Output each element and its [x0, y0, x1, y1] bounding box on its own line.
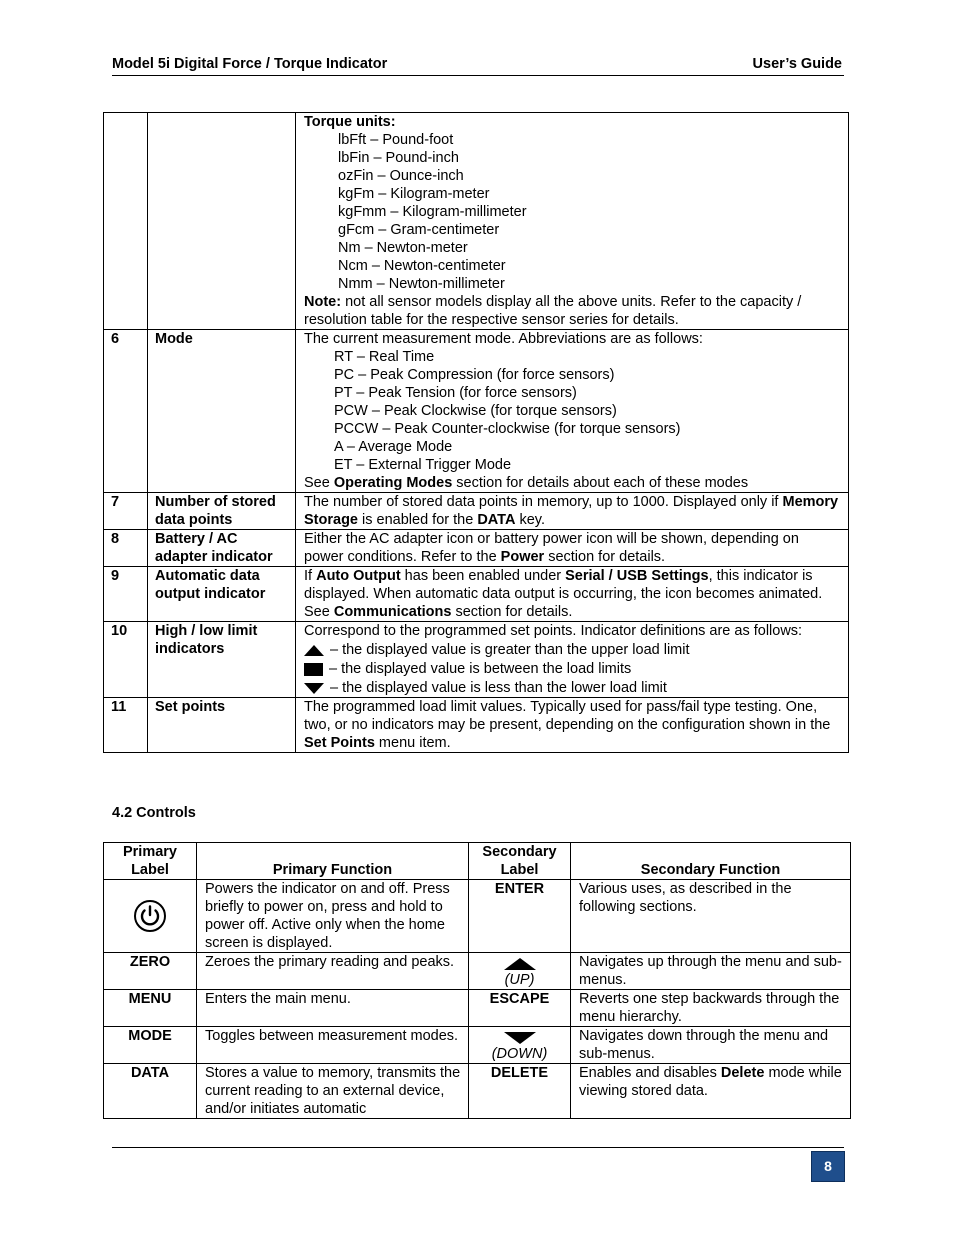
- col-header: Secondary Function: [571, 843, 851, 880]
- bold-ref: DATA: [477, 512, 516, 528]
- cell-secondary: DELETE: [469, 1064, 571, 1119]
- cell-primary: MENU: [104, 990, 197, 1027]
- power-icon: [133, 899, 167, 933]
- cell-function: Toggles between measurement modes.: [197, 1027, 469, 1064]
- cell-num: 9: [104, 567, 148, 622]
- torque-note: [304, 293, 842, 329]
- col-header: Secondary Label: [469, 843, 571, 880]
- cell-desc: [296, 530, 849, 567]
- text: section for details.: [451, 604, 573, 620]
- list-item: [304, 679, 842, 697]
- down-arrow-icon: [504, 1032, 536, 1044]
- cell-sec-function: Reverts one step backwards through the menu hierarchy.: [571, 990, 851, 1027]
- text: , this indicator is displayed. When automatic data output is occurring, the icon becomes animated. See: [304, 568, 823, 620]
- triangle-up-icon: [304, 645, 324, 656]
- list-item: A – Average Mode: [334, 439, 453, 455]
- filled-square-icon: [304, 663, 323, 676]
- list-item: [304, 641, 842, 659]
- list-item: [304, 660, 842, 678]
- bold-ref: Delete: [720, 1065, 765, 1081]
- table-row: [104, 990, 851, 1027]
- controls-table: [103, 842, 851, 1119]
- mode-intro: The current measurement mode. Abbreviations are as follows:: [304, 331, 703, 347]
- cell-name: High / low limit indicators: [148, 622, 296, 698]
- section-title: 4.2 Controls: [112, 805, 196, 821]
- header-title: Model 5i Digital Force / Torque Indicator: [112, 56, 388, 72]
- header-rule: [112, 75, 844, 76]
- cell-desc: [296, 113, 849, 330]
- limits-intro: Correspond to the programmed set points. Indicator definitions are as follows:: [304, 623, 803, 639]
- table-row: [104, 530, 849, 567]
- list-item: kgFmm – Kilogram-millimeter: [338, 204, 527, 220]
- list-item: lbFin – Pound-inch: [338, 150, 459, 166]
- cell-function: Zeroes the primary reading and peaks.: [197, 953, 469, 990]
- footer-rule: [112, 1147, 844, 1148]
- cell-name: Set points: [148, 698, 296, 753]
- note-label: Note:: [304, 294, 342, 310]
- list-item: PCCW – Peak Counter-clockwise (for torque sensors): [334, 421, 681, 437]
- cell-sec-function: Navigates up through the menu and sub-menus.: [571, 953, 851, 990]
- text: is enabled for the: [358, 512, 478, 528]
- bold-ref: Serial / USB Settings: [565, 568, 709, 584]
- cell-name: [148, 113, 296, 330]
- cell-primary: DATA: [104, 1064, 197, 1119]
- bold-ref: Operating Modes: [333, 475, 453, 491]
- text: Enables and disables: [579, 1065, 721, 1081]
- table-row: [104, 567, 849, 622]
- cell-secondary: [469, 1027, 571, 1064]
- cell-primary: ZERO: [104, 953, 197, 990]
- cell-num: 8: [104, 530, 148, 567]
- list-item: PT – Peak Tension (for force sensors): [334, 385, 577, 401]
- torque-units-heading: Torque units:: [304, 114, 396, 130]
- cell-secondary: [469, 953, 571, 990]
- text: See: [304, 475, 334, 491]
- list-item: gFcm – Gram-centimeter: [338, 222, 500, 238]
- cell-num: [104, 113, 148, 330]
- text: mode while viewing stored data.: [579, 1065, 842, 1099]
- cell-function: Stores a value to memory, transmits the current reading to an external device, and/or initiates automatic: [197, 1064, 469, 1119]
- bold-ref: Power: [500, 549, 545, 565]
- cell-secondary: ENTER: [469, 880, 571, 953]
- bold-ref: Set Points: [304, 735, 375, 751]
- cell-name: Automatic data output indicator: [148, 567, 296, 622]
- up-arrow-icon: [504, 958, 536, 970]
- cell-name: Battery / AC adapter indicator: [148, 530, 296, 567]
- cell-num: 10: [104, 622, 148, 698]
- text: – the displayed value is less than the lower load limit: [330, 680, 667, 696]
- list-item: lbFft – Pound-foot: [338, 132, 454, 148]
- text: Either the AC adapter icon or battery power icon will be shown, depending on power conditions. Refer to the: [304, 531, 799, 565]
- table-row: [104, 1064, 851, 1119]
- list-item: PC – Peak Compression (for force sensors): [334, 367, 615, 383]
- table-row: [104, 1027, 851, 1064]
- table-row: [104, 698, 849, 753]
- cell-num: 7: [104, 493, 148, 530]
- mode-see: [304, 474, 842, 492]
- list-item: ozFin – Ounce-inch: [338, 168, 464, 184]
- text: The programmed load limit values. Typically used for pass/fail type testing. One, two, or no indicators may be present, depending on the configuration shown in the: [304, 699, 831, 733]
- header-guide: User’s Guide: [752, 56, 842, 72]
- list-item: Ncm – Newton-centimeter: [338, 258, 506, 274]
- cell-function: Powers the indicator on and off. Press briefly to power on, press and hold to power off. Active only when the home screen is displayed.: [197, 880, 469, 953]
- text: – the displayed value is between the load limits: [329, 661, 632, 677]
- display-fields-table: [103, 112, 849, 753]
- list-item: Nmm – Newton-millimeter: [338, 276, 505, 292]
- cell-desc: [296, 622, 849, 698]
- list-item: Nm – Newton-meter: [338, 240, 468, 256]
- text: section for details about each of these modes: [452, 475, 749, 491]
- secondary-caption: (UP): [504, 972, 535, 988]
- cell-secondary: ESCAPE: [469, 990, 571, 1027]
- cell-primary: MODE: [104, 1027, 197, 1064]
- table-row: [104, 953, 851, 990]
- cell-num: 6: [104, 330, 148, 493]
- cell-sec-function: Navigates down through the menu and sub-menus.: [571, 1027, 851, 1064]
- table-row: [104, 330, 849, 493]
- text: – the displayed value is greater than the upper load limit: [330, 642, 690, 658]
- text: The number of stored data points in memory, up to 1000. Displayed only if: [304, 494, 783, 510]
- table-row: [104, 493, 849, 530]
- secondary-caption: (DOWN): [491, 1046, 548, 1062]
- header-row: [104, 843, 851, 880]
- triangle-down-icon: [304, 683, 324, 694]
- list-item: RT – Real Time: [334, 349, 435, 365]
- bold-ref: Auto Output: [316, 568, 401, 584]
- cell-sec-function: Various uses, as described in the following sections.: [571, 880, 851, 953]
- text: section for details.: [544, 549, 666, 565]
- cell-function: Enters the main menu.: [197, 990, 469, 1027]
- list-item: PCW – Peak Clockwise (for torque sensors): [334, 403, 617, 419]
- table-row: [104, 113, 849, 330]
- text: If: [304, 568, 317, 584]
- table-row: [104, 622, 849, 698]
- note-text: not all sensor models display all the above units. Refer to the capacity / resolution table for the respective sensor series for details.: [304, 294, 802, 328]
- cell-sec-function: [571, 1064, 851, 1119]
- col-header: Primary Label: [104, 843, 197, 880]
- text: key.: [515, 512, 545, 528]
- cell-primary: [104, 880, 197, 953]
- bold-ref: Memory Storage: [304, 494, 839, 528]
- cell-desc: [296, 330, 849, 493]
- text: has been enabled under: [400, 568, 566, 584]
- page-number-badge: 8: [811, 1151, 845, 1182]
- cell-num: 11: [104, 698, 148, 753]
- cell-desc: [296, 698, 849, 753]
- list-item: ET – External Trigger Mode: [334, 457, 512, 473]
- cell-desc: [296, 567, 849, 622]
- cell-name: Mode: [148, 330, 296, 493]
- cell-desc: [296, 493, 849, 530]
- table-row: [104, 880, 851, 953]
- list-item: kgFm – Kilogram-meter: [338, 186, 490, 202]
- bold-ref: Communications: [333, 604, 452, 620]
- cell-name: Number of stored data points: [148, 493, 296, 530]
- text: menu item.: [374, 735, 451, 751]
- col-header: Primary Function: [197, 843, 469, 880]
